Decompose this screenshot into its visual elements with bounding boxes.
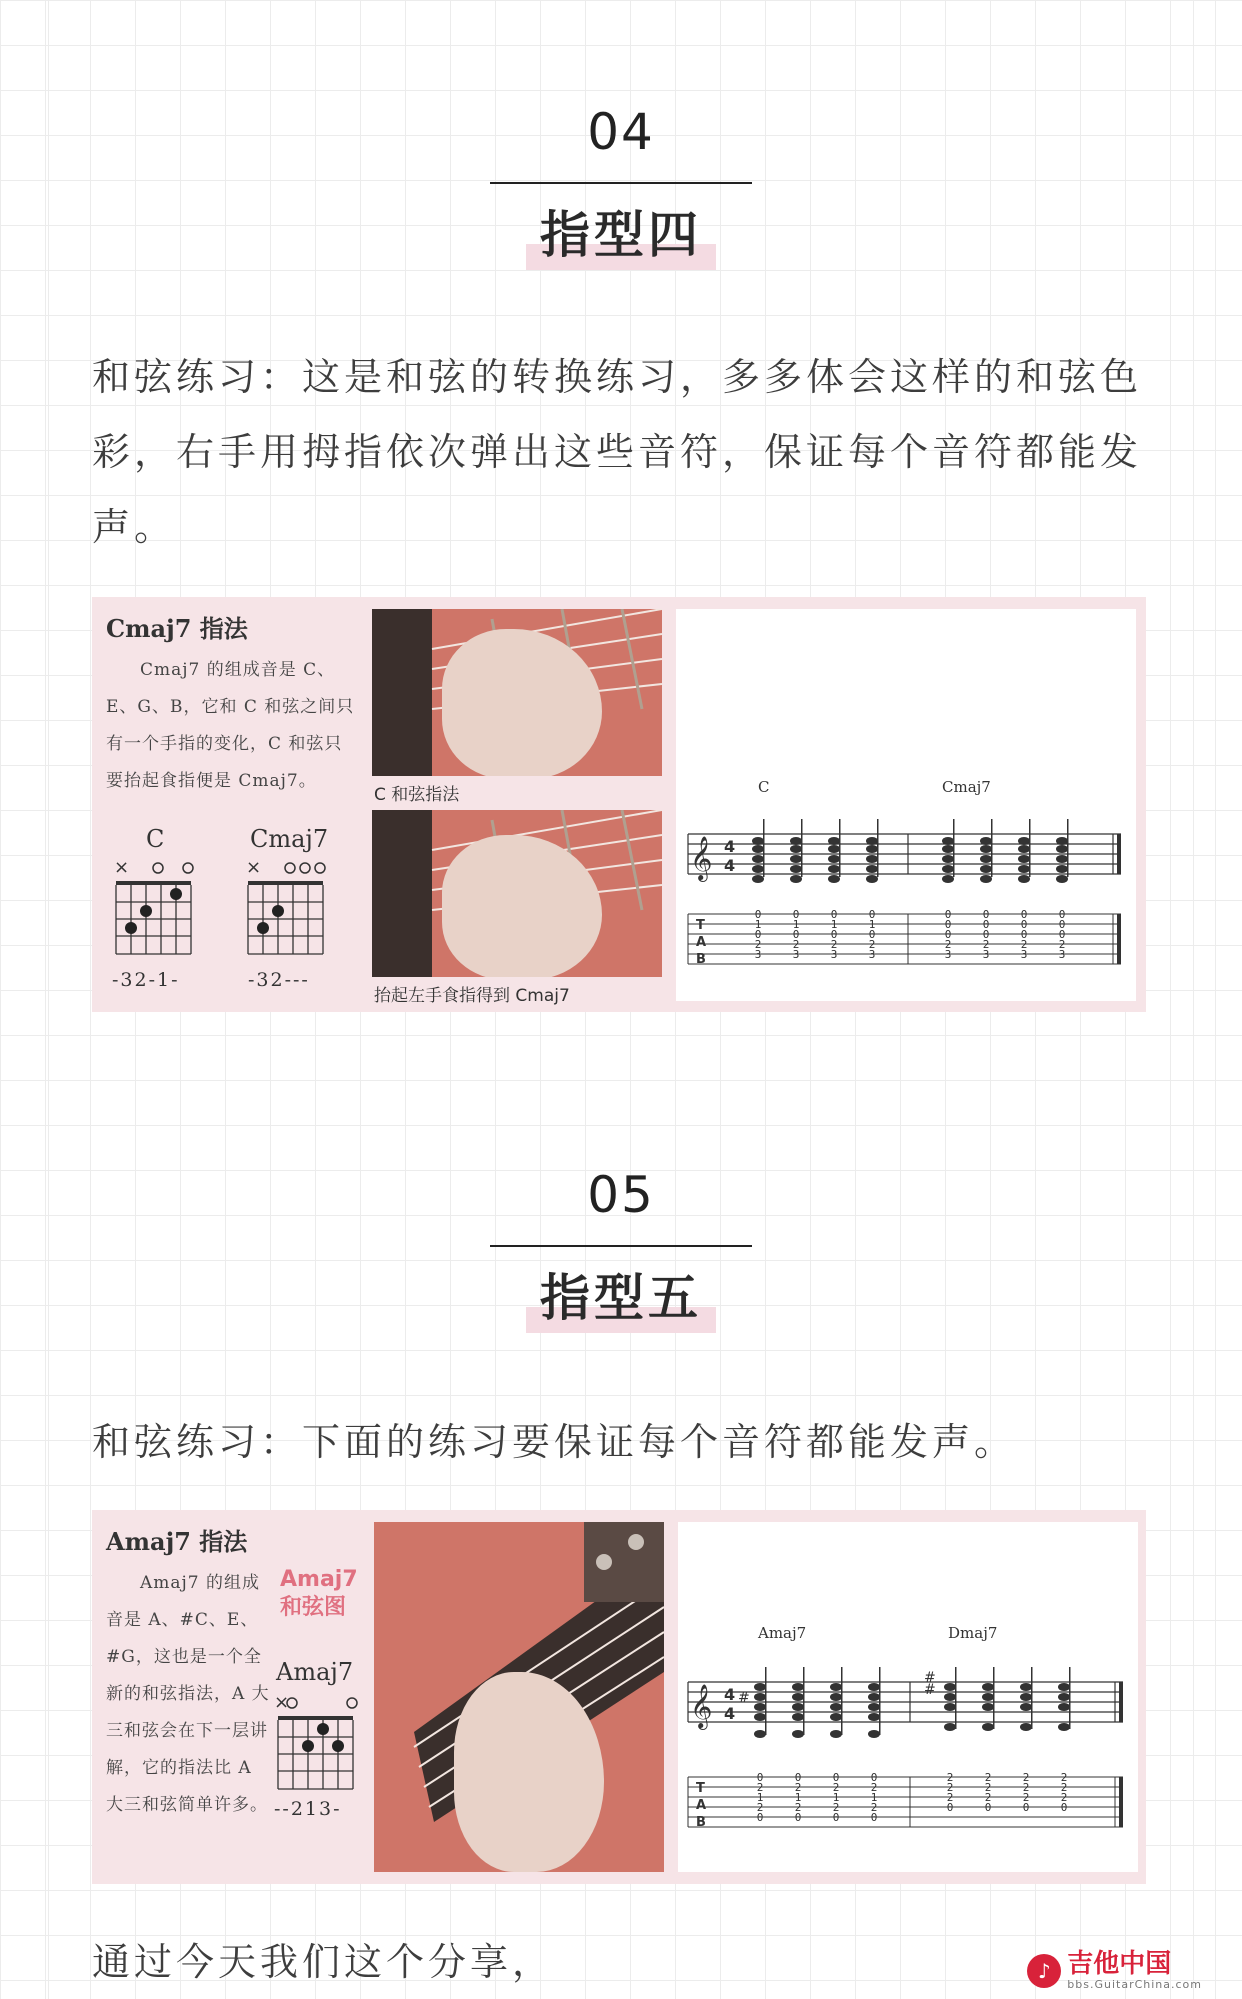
- watermark-logo-icon: ♪: [1027, 1954, 1061, 1988]
- svg-text:B: B: [696, 952, 706, 967]
- watermark-sub: bbs.GuitarChina.com: [1067, 1978, 1202, 1991]
- amaj7-badge: [280, 1566, 358, 1622]
- svg-text:2: 2: [1060, 1791, 1068, 1804]
- svg-text:0: 0: [982, 918, 990, 931]
- svg-text:0: 0: [1058, 928, 1066, 941]
- section-5-paragraph: 和弦练习：下面的练习要保证每个音符都能发声。: [92, 1420, 1017, 1464]
- section-4-rule: [490, 182, 752, 184]
- svg-text:1: 1: [830, 918, 838, 931]
- svg-text:3: 3: [944, 948, 952, 961]
- svg-text:0: 0: [870, 1771, 878, 1784]
- svg-text:3: 3: [830, 948, 838, 961]
- photo-c-chord: [372, 609, 662, 776]
- amaj7-figure: [92, 1510, 1146, 1884]
- chord-amaj7-diagram: [272, 1694, 362, 1794]
- svg-text:B: B: [696, 1815, 706, 1830]
- amaj7-score: [678, 1522, 1138, 1872]
- photo-cmaj7-chord-caption: 抬起左手食指得到 Cmaj7: [374, 986, 570, 1006]
- svg-text:2: 2: [870, 1781, 878, 1794]
- svg-text:2: 2: [946, 1781, 954, 1794]
- svg-text:2: 2: [1060, 1781, 1068, 1794]
- cmaj7-text-block: [106, 609, 356, 800]
- chord-amaj7-name: Amaj7: [276, 1658, 354, 1686]
- svg-text:A: A: [696, 935, 707, 950]
- svg-text:0: 0: [832, 1771, 840, 1784]
- svg-text:0: 0: [830, 928, 838, 941]
- chord-c-diagram: [110, 859, 200, 959]
- section-4-title: 指型四: [540, 206, 702, 264]
- cmaj7-score: [676, 609, 1136, 1001]
- svg-text:1: 1: [868, 918, 876, 931]
- svg-text:0: 0: [944, 928, 952, 941]
- section-5-title-wrap: [540, 1267, 702, 1329]
- svg-text:0: 0: [1022, 1801, 1030, 1814]
- chord-amaj7-fingering: --213-: [274, 1798, 342, 1820]
- amaj7-text-block: [106, 1522, 271, 1824]
- svg-text:1: 1: [794, 1791, 802, 1804]
- svg-text:2: 2: [984, 1771, 992, 1784]
- svg-text:0: 0: [1058, 918, 1066, 931]
- svg-text:0: 0: [868, 908, 876, 921]
- svg-text:0: 0: [1020, 918, 1028, 931]
- svg-text:T: T: [696, 1781, 705, 1796]
- svg-text:0: 0: [832, 1811, 840, 1824]
- section-4-header: [0, 102, 1242, 266]
- svg-text:2: 2: [830, 938, 838, 951]
- svg-text:2: 2: [868, 938, 876, 951]
- svg-text:0: 0: [944, 908, 952, 921]
- cmaj7-figure-description: Cmaj7 的组成音是 C、E、G、B，它和 C 和弦之间只有一个手指的变化，C 和弦只要抬起食指便是 Cmaj7。: [106, 660, 355, 791]
- svg-text:#: #: [924, 1682, 936, 1698]
- svg-text:4: 4: [724, 837, 736, 856]
- svg-text:1: 1: [754, 918, 762, 931]
- svg-text:3: 3: [1020, 948, 1028, 961]
- svg-text:0: 0: [944, 918, 952, 931]
- svg-text:2: 2: [1058, 938, 1066, 951]
- photo-cmaj7-chord: [372, 810, 662, 977]
- score-label-dmaj7: Dmaj7: [948, 1624, 998, 1642]
- svg-text:0: 0: [792, 928, 800, 941]
- score-label-amaj7: Amaj7: [758, 1624, 807, 1642]
- svg-text:3: 3: [754, 948, 762, 961]
- svg-text:2: 2: [984, 1781, 992, 1794]
- svg-text:2: 2: [1020, 938, 1028, 951]
- svg-text:2: 2: [946, 1791, 954, 1804]
- svg-text:0: 0: [984, 1801, 992, 1814]
- score-label-c: C: [758, 778, 770, 796]
- svg-text:2: 2: [754, 938, 762, 951]
- chord-cmaj7-name: Cmaj7: [250, 825, 329, 853]
- score-label-cmaj7: Cmaj7: [942, 778, 991, 796]
- svg-text:2: 2: [1060, 1771, 1068, 1784]
- svg-text:3: 3: [792, 948, 800, 961]
- svg-text:2: 2: [832, 1781, 840, 1794]
- watermark-text: 吉他中国: [1067, 1949, 1172, 1979]
- svg-text:2: 2: [756, 1801, 764, 1814]
- svg-text:0: 0: [792, 908, 800, 921]
- svg-text:2: 2: [832, 1801, 840, 1814]
- svg-text:4: 4: [724, 856, 736, 875]
- svg-text:0: 0: [982, 928, 990, 941]
- svg-text:0: 0: [794, 1771, 802, 1784]
- svg-text:2: 2: [794, 1781, 802, 1794]
- cmaj7-figure-title: Cmaj7 指法: [106, 614, 248, 643]
- watermark-text-block: [1067, 1950, 1202, 1991]
- svg-text:×: ×: [274, 1694, 290, 1713]
- section-5-number: 05: [587, 1166, 655, 1224]
- svg-text:×: ×: [114, 859, 130, 878]
- svg-text:2: 2: [794, 1801, 802, 1814]
- amaj7-figure-title: Amaj7 指法: [106, 1527, 248, 1556]
- svg-text:2: 2: [870, 1801, 878, 1814]
- svg-text:2: 2: [1022, 1781, 1030, 1794]
- amaj7-badge-line2: 和弦图: [280, 1595, 347, 1620]
- svg-text:1: 1: [756, 1791, 764, 1804]
- svg-text:2: 2: [1022, 1791, 1030, 1804]
- svg-text:A: A: [696, 1798, 707, 1813]
- chord-cmaj7-fingering: -32---: [248, 969, 310, 991]
- section-5-rule: [490, 1245, 752, 1247]
- svg-text:𝄞: 𝄞: [690, 836, 713, 880]
- svg-text:×: ×: [246, 859, 262, 878]
- svg-text:4: 4: [724, 1685, 736, 1704]
- svg-text:#: #: [738, 1690, 750, 1706]
- photo-c-chord-caption: C 和弦指法: [374, 785, 460, 805]
- svg-text:0: 0: [868, 928, 876, 941]
- svg-text:0: 0: [1020, 928, 1028, 941]
- svg-text:0: 0: [830, 908, 838, 921]
- svg-text:0: 0: [1058, 908, 1066, 921]
- svg-text:0: 0: [754, 928, 762, 941]
- svg-text:1: 1: [870, 1791, 878, 1804]
- svg-text:𝄞: 𝄞: [690, 1684, 713, 1728]
- svg-text:0: 0: [946, 1801, 954, 1814]
- svg-text:0: 0: [756, 1771, 764, 1784]
- chord-cmaj7-diagram: [242, 859, 332, 959]
- section-5-title: 指型五: [540, 1269, 702, 1327]
- svg-text:T: T: [696, 918, 705, 933]
- svg-text:4: 4: [724, 1704, 736, 1723]
- amaj7-figure-description: Amaj7 的组成音是 A、#C、E、#G，这也是一个全新的和弦指法，A 大三和弦会在下一层讲解，它的指法比 A 大三和弦简单许多。: [106, 1573, 270, 1815]
- svg-text:2: 2: [1022, 1771, 1030, 1784]
- chord-c-fingering: -32-1-: [112, 969, 180, 991]
- photo-amaj7-chord: [374, 1522, 664, 1872]
- section-5-header: [0, 1165, 1242, 1329]
- svg-text:0: 0: [754, 908, 762, 921]
- svg-text:0: 0: [870, 1811, 878, 1824]
- section-4-number: 04: [587, 103, 655, 161]
- svg-text:2: 2: [756, 1781, 764, 1794]
- svg-text:2: 2: [982, 938, 990, 951]
- svg-text:1: 1: [832, 1791, 840, 1804]
- svg-text:3: 3: [982, 948, 990, 961]
- svg-text:2: 2: [944, 938, 952, 951]
- svg-text:3: 3: [868, 948, 876, 961]
- closing-text: 通过今天我们这个分享，: [92, 1940, 555, 1984]
- svg-text:0: 0: [756, 1811, 764, 1824]
- svg-text:2: 2: [984, 1791, 992, 1804]
- amaj7-badge-line1: Amaj7: [280, 1567, 358, 1592]
- svg-text:2: 2: [792, 938, 800, 951]
- svg-text:#: #: [924, 1670, 936, 1686]
- svg-text:2: 2: [946, 1771, 954, 1784]
- watermark: [1027, 1950, 1202, 1991]
- svg-text:3: 3: [1058, 948, 1066, 961]
- svg-text:0: 0: [1020, 908, 1028, 921]
- section-4-paragraph: 和弦练习：这是和弦的转换练习，多多体会这样的和弦色彩，右手用拇指依次弹出这些音符，保证每个音符都能发声。: [92, 355, 1143, 549]
- section-4-title-wrap: [540, 204, 702, 266]
- svg-text:0: 0: [1060, 1801, 1068, 1814]
- chord-c-name: C: [146, 825, 165, 853]
- svg-text:1: 1: [792, 918, 800, 931]
- svg-text:0: 0: [982, 908, 990, 921]
- cmaj7-figure: [92, 597, 1146, 1012]
- svg-text:0: 0: [794, 1811, 802, 1824]
